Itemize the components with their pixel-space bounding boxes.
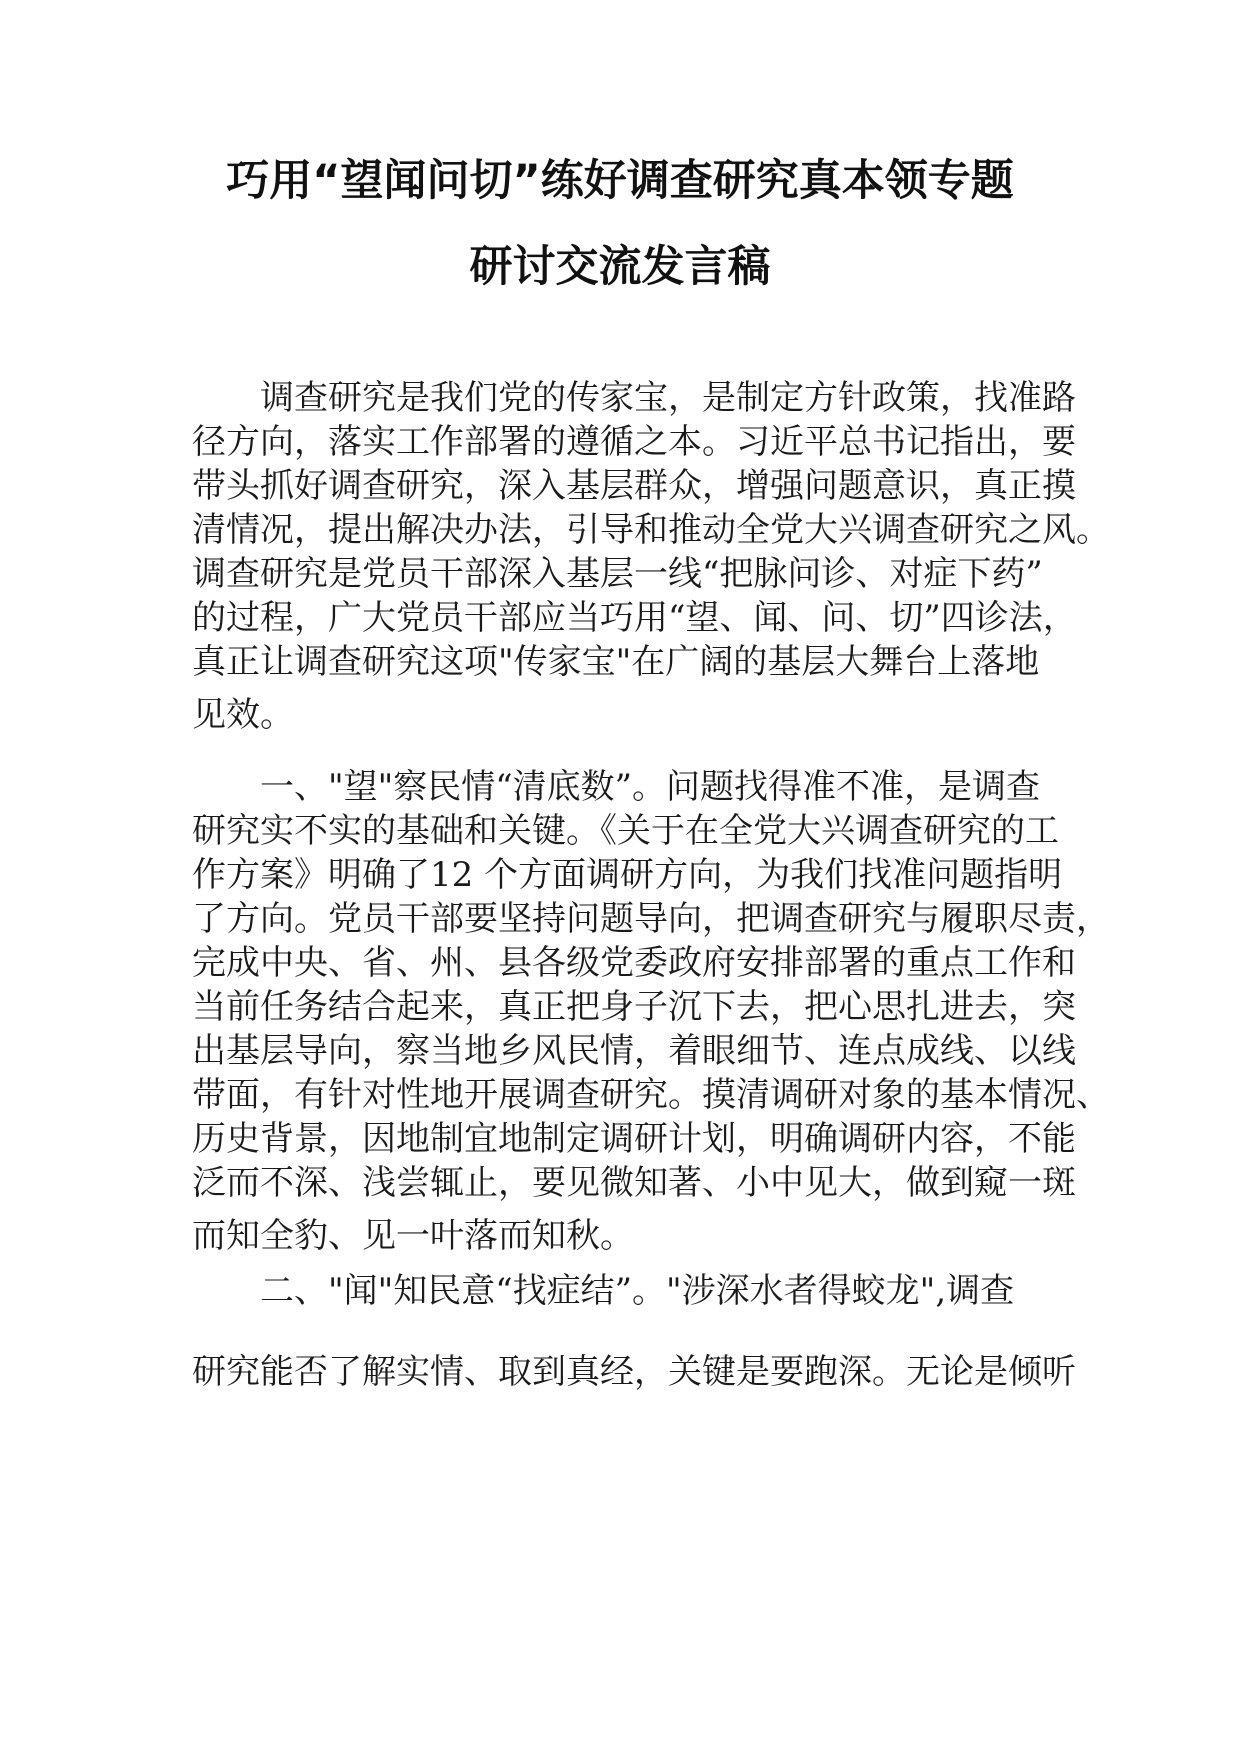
paragraph-line: 调查研究是党员干部深入基层一线“把脉问诊、对症下药”: [192, 554, 1043, 594]
paragraph-line: 出基层导向，察当地乡风民情，着眼细节、连点成线、以线: [192, 1031, 1076, 1071]
paragraph-line: 清情况，提出解决办法，引导和推动全党大兴调查研究之风。: [192, 510, 1110, 550]
paragraph-line: 二、"闻"知民意“找症结”。"涉深水者得蛟龙",调查: [260, 1271, 1015, 1311]
document-title-line-2: 研讨交流发言稿: [469, 242, 771, 292]
paragraph-line: 而知全豹、见一叶落而知秋。: [192, 1216, 634, 1256]
paragraph-line: 作方案》明确了12 个方面调研方向，为我们找准问题指明: [192, 855, 1063, 895]
paragraph-line: 了方向。党员干部要坚持问题导向，把调查研究与履职尽责，: [192, 899, 1110, 939]
paragraph-line: 完成中央、省、州、县各级党委政府安排部署的重点工作和: [192, 943, 1076, 983]
paragraph-line: 研究能否了解实情、取到真经，关键是要跑深。无论是倾听: [192, 1352, 1076, 1392]
paragraph-line: 径方向，落实工作部署的遵循之本。习近平总书记指出，要: [192, 422, 1076, 462]
paragraph-line: 的过程，广大党员干部应当巧用“望、闻、问、切”四诊法，: [192, 598, 1077, 638]
paragraph-line: 带面，有针对性地开展调查研究。摸清调研对象的基本情况、: [192, 1075, 1110, 1115]
paragraph-line: 泛而不深、浅尝辄止，要见微知著、小中见大，做到窥一斑: [192, 1163, 1076, 1203]
paragraph-line: 一、"望"察民情“清底数”。问题找得准不准，是调查: [260, 767, 1041, 807]
paragraph-line: 带头抓好调查研究，深入基层群众，增强问题意识，真正摸: [192, 466, 1076, 506]
paragraph-line: 见效。: [192, 695, 294, 735]
paragraph-line: 真正让调查研究这项"传家宝"在广阔的基层大舞台上落地: [192, 642, 1040, 682]
document-title-line-1: 巧用“望闻问切”练好调查研究真本领专题: [226, 156, 1014, 206]
paragraph-line: 调查研究是我们党的传家宝，是制定方针政策，找准路: [260, 378, 1076, 418]
paragraph-line: 历史背景，因地制宜地制定调研计划，明确调研内容，不能: [192, 1119, 1076, 1159]
paragraph-line: 研究实不实的基础和关键。《关于在全党大兴调查研究的工: [192, 811, 1059, 851]
paragraph-line: 当前任务结合起来，真正把身子沉下去，把心思扎进去，突: [192, 987, 1076, 1027]
